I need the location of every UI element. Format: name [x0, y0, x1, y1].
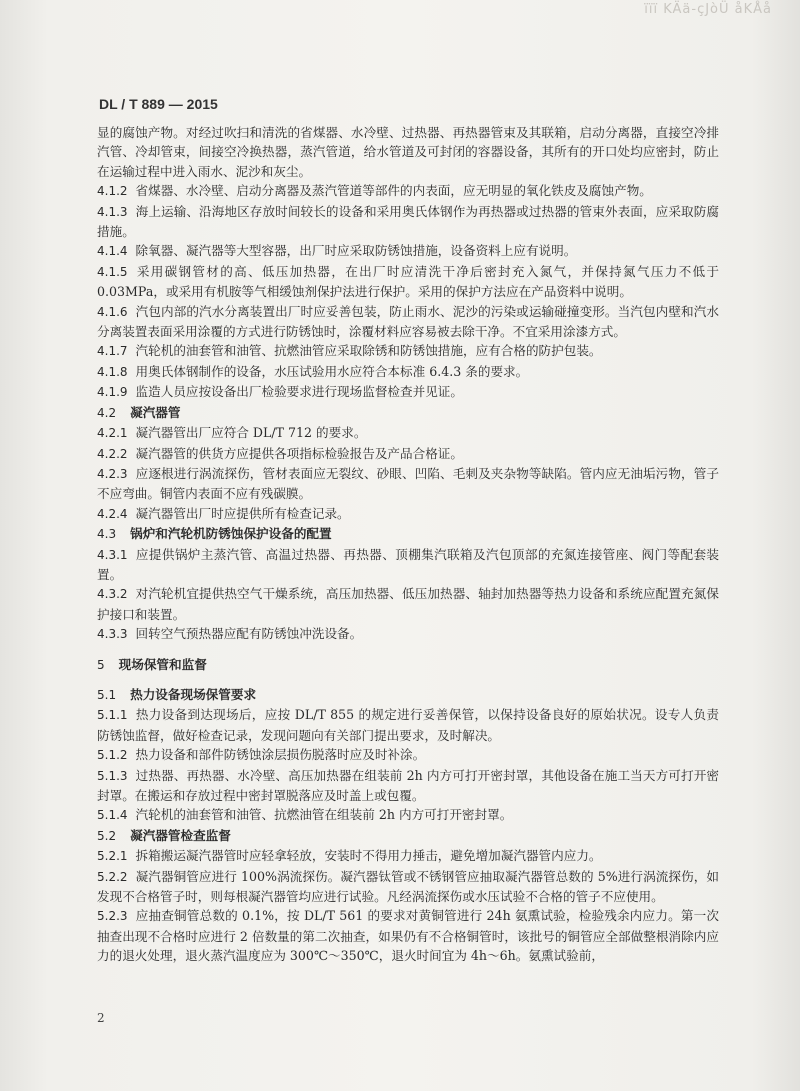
clause-number: 4.1.4 [97, 244, 128, 259]
section-heading-4-3 [97, 524, 719, 544]
clause-paragraph [97, 766, 719, 806]
clause-number: 4.1.8 [97, 364, 128, 379]
clause-number: 4.1.2 [97, 184, 128, 199]
section-number: 5.1 [97, 687, 117, 702]
clause-text: 过热器、再热器、水冷壁、高压加热器在组装前 2h 内方可打开密封罩，其他设备在施工当天方可打开密封罩。在搬运和存放过程中密封罩脱落应及时盖上或包覆。 [97, 767, 719, 803]
clause-number: 4.1.9 [97, 385, 128, 400]
clause-paragraph [97, 341, 719, 361]
page-number: 2 [97, 1011, 105, 1025]
clause-number: 5.2.1 [97, 849, 128, 864]
clause-number: 4.2.3 [97, 466, 128, 481]
section-title: 凝汽器管检查监督 [130, 827, 231, 843]
clause-number: 4.1.3 [97, 204, 128, 219]
section-title: 凝汽器管 [130, 404, 181, 420]
clause-text: 除氧器、凝汽器等大型容器，出厂时应采取防锈蚀措施，设备资料上应有说明。 [135, 243, 577, 259]
section-heading-5-2 [97, 826, 719, 846]
clause-text: 汽轮机的油套管和油管、抗燃油管在组装前 2h 内方可打开密封罩。 [135, 807, 513, 823]
clause-paragraph [97, 464, 719, 504]
section-title: 锅炉和汽轮机防锈蚀保护设备的配置 [130, 526, 332, 542]
clause-number: 5.1.2 [97, 748, 128, 763]
clause-paragraph [97, 362, 719, 382]
clause-paragraph [97, 202, 719, 242]
clause-paragraph [97, 444, 719, 464]
clause-text: 拆箱搬运凝汽器管时应轻拿轻放，安装时不得用力捶击，避免增加凝汽器管内应力。 [135, 848, 602, 864]
section-heading-5-1 [97, 685, 719, 705]
clause-paragraph [97, 241, 719, 261]
clause-text: 汽轮机的油套管和油管、抗燃油管应采取除锈和防锈蚀措施，应有合格的防护包装。 [135, 343, 602, 359]
clause-paragraph [97, 262, 719, 302]
clause-text: 用奥氏体钢制作的设备，水压试验用水应符合本标准 6.4.3 条的要求。 [135, 363, 529, 379]
clause-number: 4.2.2 [97, 446, 128, 461]
clause-paragraph [97, 504, 719, 524]
standard-number: DL / T 889 — 2015 [99, 96, 218, 112]
clause-paragraph [97, 867, 719, 907]
clause-text: 凝汽器铜管应进行 100%涡流探伤。凝汽器钛管或不锈钢管应抽取凝汽器管总数的 5%进行涡流探伤，如发现不合格管子时，则每根凝汽器管均应进行试验。凡经涡流探伤或水压试验不合格的管子不应使用。 [97, 868, 719, 905]
clause-paragraph [97, 805, 719, 825]
clause-paragraph [97, 624, 719, 644]
clause-number: 4.3.2 [97, 587, 128, 602]
section-number: 5.2 [97, 828, 117, 843]
clause-number: 4.1.7 [97, 344, 128, 359]
clause-text: 凝汽器管的供货方应提供各项指标检验报告及产品合格证。 [135, 445, 463, 461]
clause-number: 4.1.6 [97, 304, 128, 319]
clause-number: 4.1.5 [97, 264, 128, 279]
clause-list-4-2 [97, 423, 719, 524]
page-body [97, 123, 719, 966]
clause-paragraph [97, 584, 719, 624]
clause-paragraph [97, 181, 719, 201]
clause-number: 5.2.2 [97, 869, 128, 884]
clause-text: 应提供锅炉主蒸汽管、高温过热器、再热器、顶棚集汽联箱及汽包顶部的充氮连接管座、阀门等配套装置。 [97, 546, 719, 582]
clause-text: 应逐根进行涡流探伤，管材表面应无裂纹、砂眼、凹陷、毛刺及夹杂物等缺陷。管内应无油垢污物，管子不应弯曲。铜管内表面不应有残碳膜。 [97, 465, 719, 502]
clause-list-5-2 [97, 846, 719, 965]
chapter-heading-5 [97, 655, 719, 675]
watermark-text: ïïï KÄä-çJòÜ åKÅå [644, 2, 772, 17]
clause-text: 监造人员应按设备出厂检验要求进行现场监督检查并见证。 [135, 384, 463, 400]
clause-text: 采用碳钢管材的高、低压加热器，在出厂时应清洗干净后密封充入氮气，并保持氮气压力不低于0.03MPa，或采用有机胺等气相缓蚀剂保护法进行保护。采用的保护方法应在产品资料中说明。 [97, 263, 719, 300]
clause-text: 凝汽器管出厂时应提供所有检查记录。 [135, 505, 350, 521]
clause-list-5-1 [97, 705, 719, 825]
section-number: 4.3 [97, 527, 117, 542]
clause-number: 5.2.3 [97, 909, 128, 924]
clause-paragraph [97, 705, 719, 745]
clause-text: 热力设备到达现场后，应按 DL/T 855 的规定进行妥善保管，以保持设备良好的原始状况。设专人负责防锈蚀监督，做好检查记录，发现问题向有关部门提出要求，及时解决。 [97, 707, 719, 743]
section-heading-4-2 [97, 403, 719, 423]
clause-paragraph [97, 545, 719, 585]
clause-number: 5.1.4 [97, 808, 128, 823]
chapter-number: 5 [97, 657, 105, 672]
clause-number: 5.1.3 [97, 768, 128, 783]
clause-list-4-3 [97, 545, 719, 645]
chapter-title: 现场保管和监督 [118, 656, 207, 672]
clause-paragraph [97, 906, 719, 965]
clause-text: 省煤器、水冷壁、启动分离器及蒸汽管道等部件的内表面，应无明显的氧化铁皮及腐蚀产物。 [135, 183, 652, 199]
clause-paragraph [97, 302, 719, 342]
clause-list-4-1 [97, 181, 719, 402]
clause-paragraph [97, 423, 719, 443]
clause-number: 4.2.1 [97, 426, 128, 441]
intro-paragraph: 显的腐蚀产物。对经过吹扫和清洗的省煤器、水冷壁、过热器、再热器管束及其联箱，启动分离器，直接空冷排汽管、冷却管束，间接空冷换热器，蒸汽管道，给水管道及可封闭的容器设备，其所有的开口处均应密封，防止在运输过程中进入雨水、泥沙和灰尘。 [97, 125, 719, 179]
clause-paragraph [97, 846, 719, 866]
clause-text: 汽包内部的汽水分离装置出厂时应妥善包装，防止雨水、泥沙的污染或运输碰撞变形。当汽包内壁和汽水分离装置表面采用涂覆的方式进行防锈蚀时，涂覆材料应容易被去除干净。不宜采用涂漆方式。 [97, 303, 719, 340]
section-title: 热力设备现场保管要求 [130, 686, 257, 702]
clause-text: 热力设备和部件防锈蚀涂层损伤脱落时应及时补涂。 [135, 747, 426, 763]
clause-number: 4.2.4 [97, 506, 128, 521]
clause-number: 4.3.1 [97, 547, 128, 562]
clause-text: 对汽轮机宜提供热空气干燥系统，高压加热器、低压加热器、轴封加热器等热力设备和系统应配置充氮保护接口和装置。 [97, 586, 719, 622]
clause-text: 回转空气预热器应配有防锈蚀冲洗设备。 [135, 626, 363, 642]
clause-paragraph [97, 745, 719, 765]
clause-paragraph [97, 382, 719, 402]
clause-number: 5.1.1 [97, 708, 128, 723]
clause-number: 4.3.3 [97, 627, 128, 642]
clause-text: 应抽查铜管总数的 0.1%，按 DL/T 561 的要求对黄铜管进行 24h 氨熏试验，检验残余内应力。第一次抽查出现不合格时应进行 2 倍数量的第二次抽查，如果仍有不合格铜管时，该批号的铜管应全部做整根消除内应力的退火处理，退火蒸汽温度应为 300℃～350℃，退火时间宜为 4h～6h。氨熏试验前， [97, 908, 719, 964]
clause-text: 海上运输、沿海地区存放时间较长的设备和采用奥氏体钢作为再热器或过热器的管束外表面，应采取防腐措施。 [97, 203, 719, 240]
section-number: 4.2 [97, 405, 117, 420]
clause-text: 凝汽器管出厂应符合 DL/T 712 的要求。 [135, 425, 367, 441]
